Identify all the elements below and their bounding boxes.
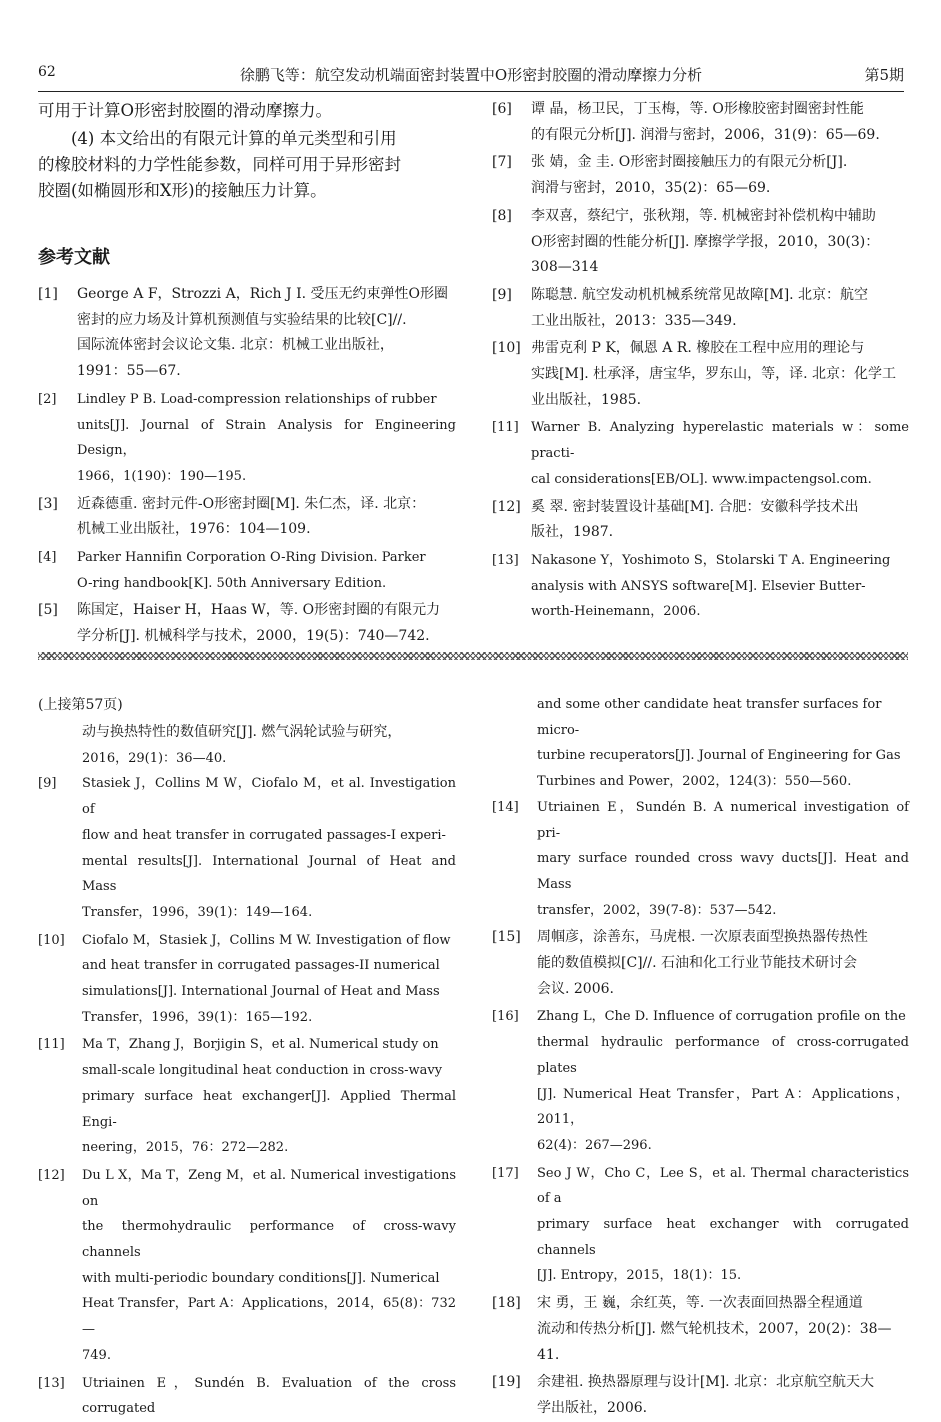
reference-line: 学出版社，2006. <box>537 1399 648 1416</box>
reference-line: Du L X，Ma T，Zeng M，et al. Numerical investigations on <box>82 1167 456 1209</box>
reference-number: [14] <box>492 799 519 815</box>
reference-text <box>531 495 909 546</box>
reference-text <box>77 545 456 596</box>
reference-line: primary surface heat exchanger with corrugated channels <box>537 1217 909 1258</box>
reference-item <box>492 795 909 924</box>
reference-text <box>531 150 909 201</box>
reference-line: transfer，2002，39(7-8)：537—542. <box>537 902 777 918</box>
reference-line: [J]. Entropy，2015，18(1)：15. <box>537 1268 742 1284</box>
reference-list-top-right <box>492 97 909 625</box>
reference-number: [13] <box>38 1375 65 1391</box>
reference-line: 陈聪慧. 航空发动机机械系统常见故障[M]. 北京：航空 <box>531 286 869 303</box>
reference-line: 动与换热特性的数值研究[J]. 燃气涡轮试验与研究， <box>82 724 402 740</box>
reference-line: 41. <box>537 1346 560 1363</box>
reference-line: Utriainen E，Sundén B. A numerical investigation of pri- <box>537 799 909 841</box>
paragraph-line: 的橡胶材料的力学性能参数，同样可用于异形密封 <box>38 155 401 174</box>
reference-number: [15] <box>492 929 521 946</box>
reference-line: Nakasone Y，Yoshimoto S，Stolarski T A. Engineering <box>531 552 891 568</box>
reference-item <box>38 282 456 385</box>
reference-item <box>492 1004 909 1158</box>
reference-item <box>38 1163 456 1369</box>
reference-line: flow and heat transfer in corrugated passages-I experi- <box>82 827 446 843</box>
conclusion-text <box>38 98 456 204</box>
reference-text <box>82 1163 456 1369</box>
reference-line: turbine recuperators[J]. Journal of Engineering for Gas <box>537 748 901 764</box>
running-header <box>38 60 904 88</box>
reference-line: Transfer，1996，39(1)：149—164. <box>82 904 313 920</box>
reference-text <box>82 928 456 1031</box>
reference-line: and some other candidate heat transfer surfaces for micro- <box>537 697 882 738</box>
reference-text <box>537 1291 909 1368</box>
reference-item <box>38 492 456 543</box>
reference-line: 奚 翠. 密封装置设计基础[M]. 合肥：安徽科学技术出 <box>531 498 859 515</box>
reference-line: with multi-periodic boundary conditions[J]. Numerical <box>82 1270 440 1286</box>
reference-line: 1991：55—67. <box>77 363 181 380</box>
reference-item <box>492 336 909 413</box>
reference-text <box>537 1161 909 1290</box>
reference-item <box>492 204 909 281</box>
reference-number: [9] <box>38 776 57 792</box>
reference-line: primary surface heat exchanger[J]. Applied Thermal Engi- <box>82 1088 456 1130</box>
reference-line: 谭 晶，杨卫民，丁玉梅，等. O形橡胶密封圈密封性能 <box>531 101 864 117</box>
reference-line: Ma T，Zhang J，Borjigin S，et al. Numerical study on <box>82 1037 439 1053</box>
reference-line: simulations[J]. International Journal of Heat and Mass <box>82 984 440 1000</box>
reference-number: [18] <box>492 1295 521 1312</box>
reference-line: 学分析[J]. 机械科学与技术，2000，19(5)：740—742. <box>77 628 430 645</box>
reference-line: Lindley P B. Load-compression relationships of rubber <box>77 391 437 407</box>
reference-line: Utriainen E，Sundén B. Evaluation of the cross corrugated <box>82 1375 456 1417</box>
paragraph-line: 胶圈(如椭圆形和X形)的接触压力计算。 <box>38 181 327 200</box>
reference-line: mental results[J]. International Journal of Heat and Mass <box>82 853 456 895</box>
reference-line: 的有限元分析[J]. 润滑与密封，2006，31(9)：65—69. <box>531 126 880 143</box>
reference-number: [1] <box>38 286 58 302</box>
reference-line: the thermohydraulic performance of cross-wavy channels <box>82 1219 456 1261</box>
reference-number: [17] <box>492 1165 519 1181</box>
reference-number: [12] <box>38 1167 65 1183</box>
reference-line: Warner B. Analyzing hyperelastic materials w：some practi- <box>531 420 909 462</box>
reference-text <box>82 771 456 925</box>
reference-number: [3] <box>38 495 58 512</box>
reference-number: [8] <box>492 207 512 224</box>
reference-line: 会议. 2006. <box>537 980 614 997</box>
reference-line: Seo J W，Cho C，Lee S，et al. Thermal characteristics of a <box>537 1165 909 1207</box>
reference-text <box>531 548 909 625</box>
reference-line: Zhang L，Che D. Influence of corrugation profile on the <box>537 1009 906 1025</box>
reference-line: analysis with ANSYS software[M]. Elsevier Butter- <box>531 578 866 594</box>
reference-number: [7] <box>492 154 512 171</box>
reference-line: George A F，Strozzi A，Rich J I. 受压无约束弹性O形圈 <box>77 286 448 302</box>
reference-text <box>531 97 909 148</box>
references-heading: 参考文献 <box>38 247 110 268</box>
references-heading-wrap <box>38 243 110 269</box>
reference-13-continuation <box>492 692 909 795</box>
reference-text <box>77 282 456 385</box>
reference-text <box>537 1370 909 1421</box>
reference-line: 能的数值模拟[C]//. 石油和化工行业节能技术研讨会 <box>537 955 857 972</box>
reference-number: [16] <box>492 1009 519 1025</box>
reference-line: 2016，29(1)：36—40. <box>82 750 227 766</box>
reference-item <box>38 545 456 596</box>
reference-text <box>537 795 909 924</box>
reference-line: 流动和传热分析[J]. 燃气轮机技术，2007，20(2)：38— <box>537 1320 892 1337</box>
continued-label: (上接第57页) <box>38 697 123 713</box>
reference-line: Parker Hannifin Corporation O-Ring Division. Parker <box>77 550 426 566</box>
reference-item <box>38 598 456 649</box>
reference-number: [2] <box>38 391 57 407</box>
reference-item <box>38 771 456 925</box>
reference-line: 1966，1(190)：190—195. <box>77 468 247 484</box>
paragraph-4 <box>38 126 456 204</box>
reference-line: 版社，1987. <box>531 524 614 541</box>
reference-text <box>531 204 909 281</box>
reference-item <box>492 1291 909 1368</box>
reference-item <box>492 97 909 148</box>
reference-line: Transfer，1996，39(1)：165—192. <box>82 1009 313 1025</box>
reference-item <box>492 925 909 1002</box>
reference-line: mary surface rounded cross wavy ducts[J]. Heat and Mass <box>537 851 909 892</box>
reference-line: Ciofalo M，Stasiek J，Collins M W. Investigation of flow <box>82 932 451 948</box>
reference-text <box>537 1004 909 1158</box>
reference-text <box>531 415 909 492</box>
reference-text <box>77 492 456 543</box>
reference-line: 308—314 <box>531 259 599 276</box>
reference-item <box>492 150 909 201</box>
reference-list-bottom-left <box>38 771 456 1422</box>
continued-reference-tail <box>38 720 456 771</box>
reference-number: [6] <box>492 101 512 117</box>
reference-line: Turbines and Power，2002，124(3)：550—560. <box>537 774 852 790</box>
header-rule <box>38 91 904 92</box>
reference-number: [12] <box>492 498 521 515</box>
reference-line: 62(4)：267—296. <box>537 1137 652 1153</box>
reference-line: Heat Transfer，Part A：Applications，2014，65(8)：732— <box>82 1296 456 1338</box>
reference-line: 宋 勇，王 巍，余红英，等. 一次表面回热器全程通道 <box>537 1295 863 1312</box>
reference-item <box>492 495 909 546</box>
reference-line: Stasiek J，Collins M W，Ciofalo M，et al. Investigation of <box>82 776 456 818</box>
reference-text <box>537 925 909 1002</box>
reference-line: worth-Heinemann，2006. <box>531 604 701 620</box>
reference-number: [9] <box>492 286 512 303</box>
reference-text <box>77 387 456 490</box>
reference-line: 周帼彦，涂善东，马虎根. 一次原表面型换热器传热性 <box>537 929 868 946</box>
reference-line: 实践[M]. 杜承泽，唐宝华，罗东山，等，译. 北京：化学工 <box>531 366 897 383</box>
reference-item <box>492 1161 909 1290</box>
reference-list-top-left <box>38 282 456 650</box>
reference-number: [4] <box>38 550 57 566</box>
reference-number: [13] <box>492 552 519 568</box>
reference-item <box>38 1371 456 1422</box>
reference-line: 密封的应力场及计算机预测值与实验结果的比较[C]//. <box>77 311 407 328</box>
reference-line: 陈国定，Haiser H，Haas W，等. O形密封圈的有限元力 <box>77 602 441 619</box>
reference-item <box>492 283 909 334</box>
reference-item <box>38 928 456 1031</box>
continued-references <box>38 694 456 1422</box>
reference-line: 业出版社，1985. <box>531 391 642 408</box>
reference-line: 张 婧，金 圭. O形密封圈接触压力的有限元分析[J]. <box>531 154 848 171</box>
reference-list-bottom-right-wrap <box>492 692 909 1422</box>
reference-text <box>531 283 909 334</box>
reference-number: [11] <box>38 1037 65 1053</box>
reference-item <box>492 548 909 625</box>
reference-line: [J]. Numerical Heat Transfer，Part A：Applications，2011， <box>537 1086 909 1128</box>
reference-text <box>82 1032 456 1161</box>
paragraph-line: (4) 本文给出的有限元计算的单元类型和引用 <box>71 129 397 148</box>
reference-number: [10] <box>38 932 65 948</box>
reference-line: 国际流体密封会议论文集. 北京：机械工业出版社， <box>77 337 394 354</box>
reference-line: 李双喜，蔡纪宁，张秋翔，等. 机械密封补偿机构中辅助 <box>531 207 876 224</box>
reference-line: small-scale longitudinal heat conduction in cross-wavy <box>82 1063 443 1079</box>
reference-text <box>82 1371 456 1422</box>
reference-item <box>492 415 909 492</box>
reference-line: 机械工业出版社，1976：104—109. <box>77 521 311 538</box>
running-title: 徐鹏飞等：航空发动机端面密封装置中O形密封胶圈的滑动摩擦力分析 <box>239 66 703 84</box>
reference-number: [11] <box>492 420 519 436</box>
reference-line: 润滑与密封，2010，35(2)：65—69. <box>531 180 771 197</box>
reference-line: 近森德重. 密封元件-O形密封圈[M]. 朱仁杰，译. 北京： <box>77 495 426 512</box>
reference-line: O形密封圈的性能分析[J]. 摩擦学学报，2010，30(3)： <box>531 233 880 250</box>
reference-number: [10] <box>492 340 521 357</box>
reference-line: units[J]. Journal of Strain Analysis for Engineering Design， <box>77 417 456 459</box>
reference-line: 余建祖. 换热器原理与设计[M]. 北京：北京航空航天大 <box>537 1374 875 1391</box>
reference-number: [19] <box>492 1374 521 1391</box>
reference-line: O-ring handbook[K]. 50th Anniversary Edition. <box>77 575 387 591</box>
reference-text <box>77 598 456 649</box>
reference-list-bottom-right <box>492 795 909 1422</box>
reference-item <box>38 387 456 490</box>
reference-item <box>38 1032 456 1161</box>
paragraph: 可用于计算O形密封胶圈的滑动摩擦力。 <box>38 101 333 120</box>
reference-line: and heat transfer in corrugated passages-II numerical <box>82 958 440 974</box>
reference-number: [5] <box>38 602 58 619</box>
page-number: 62 <box>38 64 56 80</box>
reference-item <box>492 1370 909 1421</box>
reference-line: thermal hydraulic performance of cross-corrugated plates <box>537 1035 909 1076</box>
reference-line: 弗雷克利 P K，佩恩 A R. 橡胶在工程中应用的理论与 <box>531 340 865 357</box>
issue-number: 第5期 <box>864 66 904 84</box>
reference-line: 749. <box>82 1347 111 1363</box>
reference-text <box>531 336 909 413</box>
section-separator <box>38 652 908 660</box>
reference-line: cal considerations[EB/OL]. www.impactengsol.com. <box>531 471 872 487</box>
reference-line: neering，2015，76：272—282. <box>82 1140 289 1156</box>
reference-line: 工业出版社，2013：335—349. <box>531 312 737 329</box>
